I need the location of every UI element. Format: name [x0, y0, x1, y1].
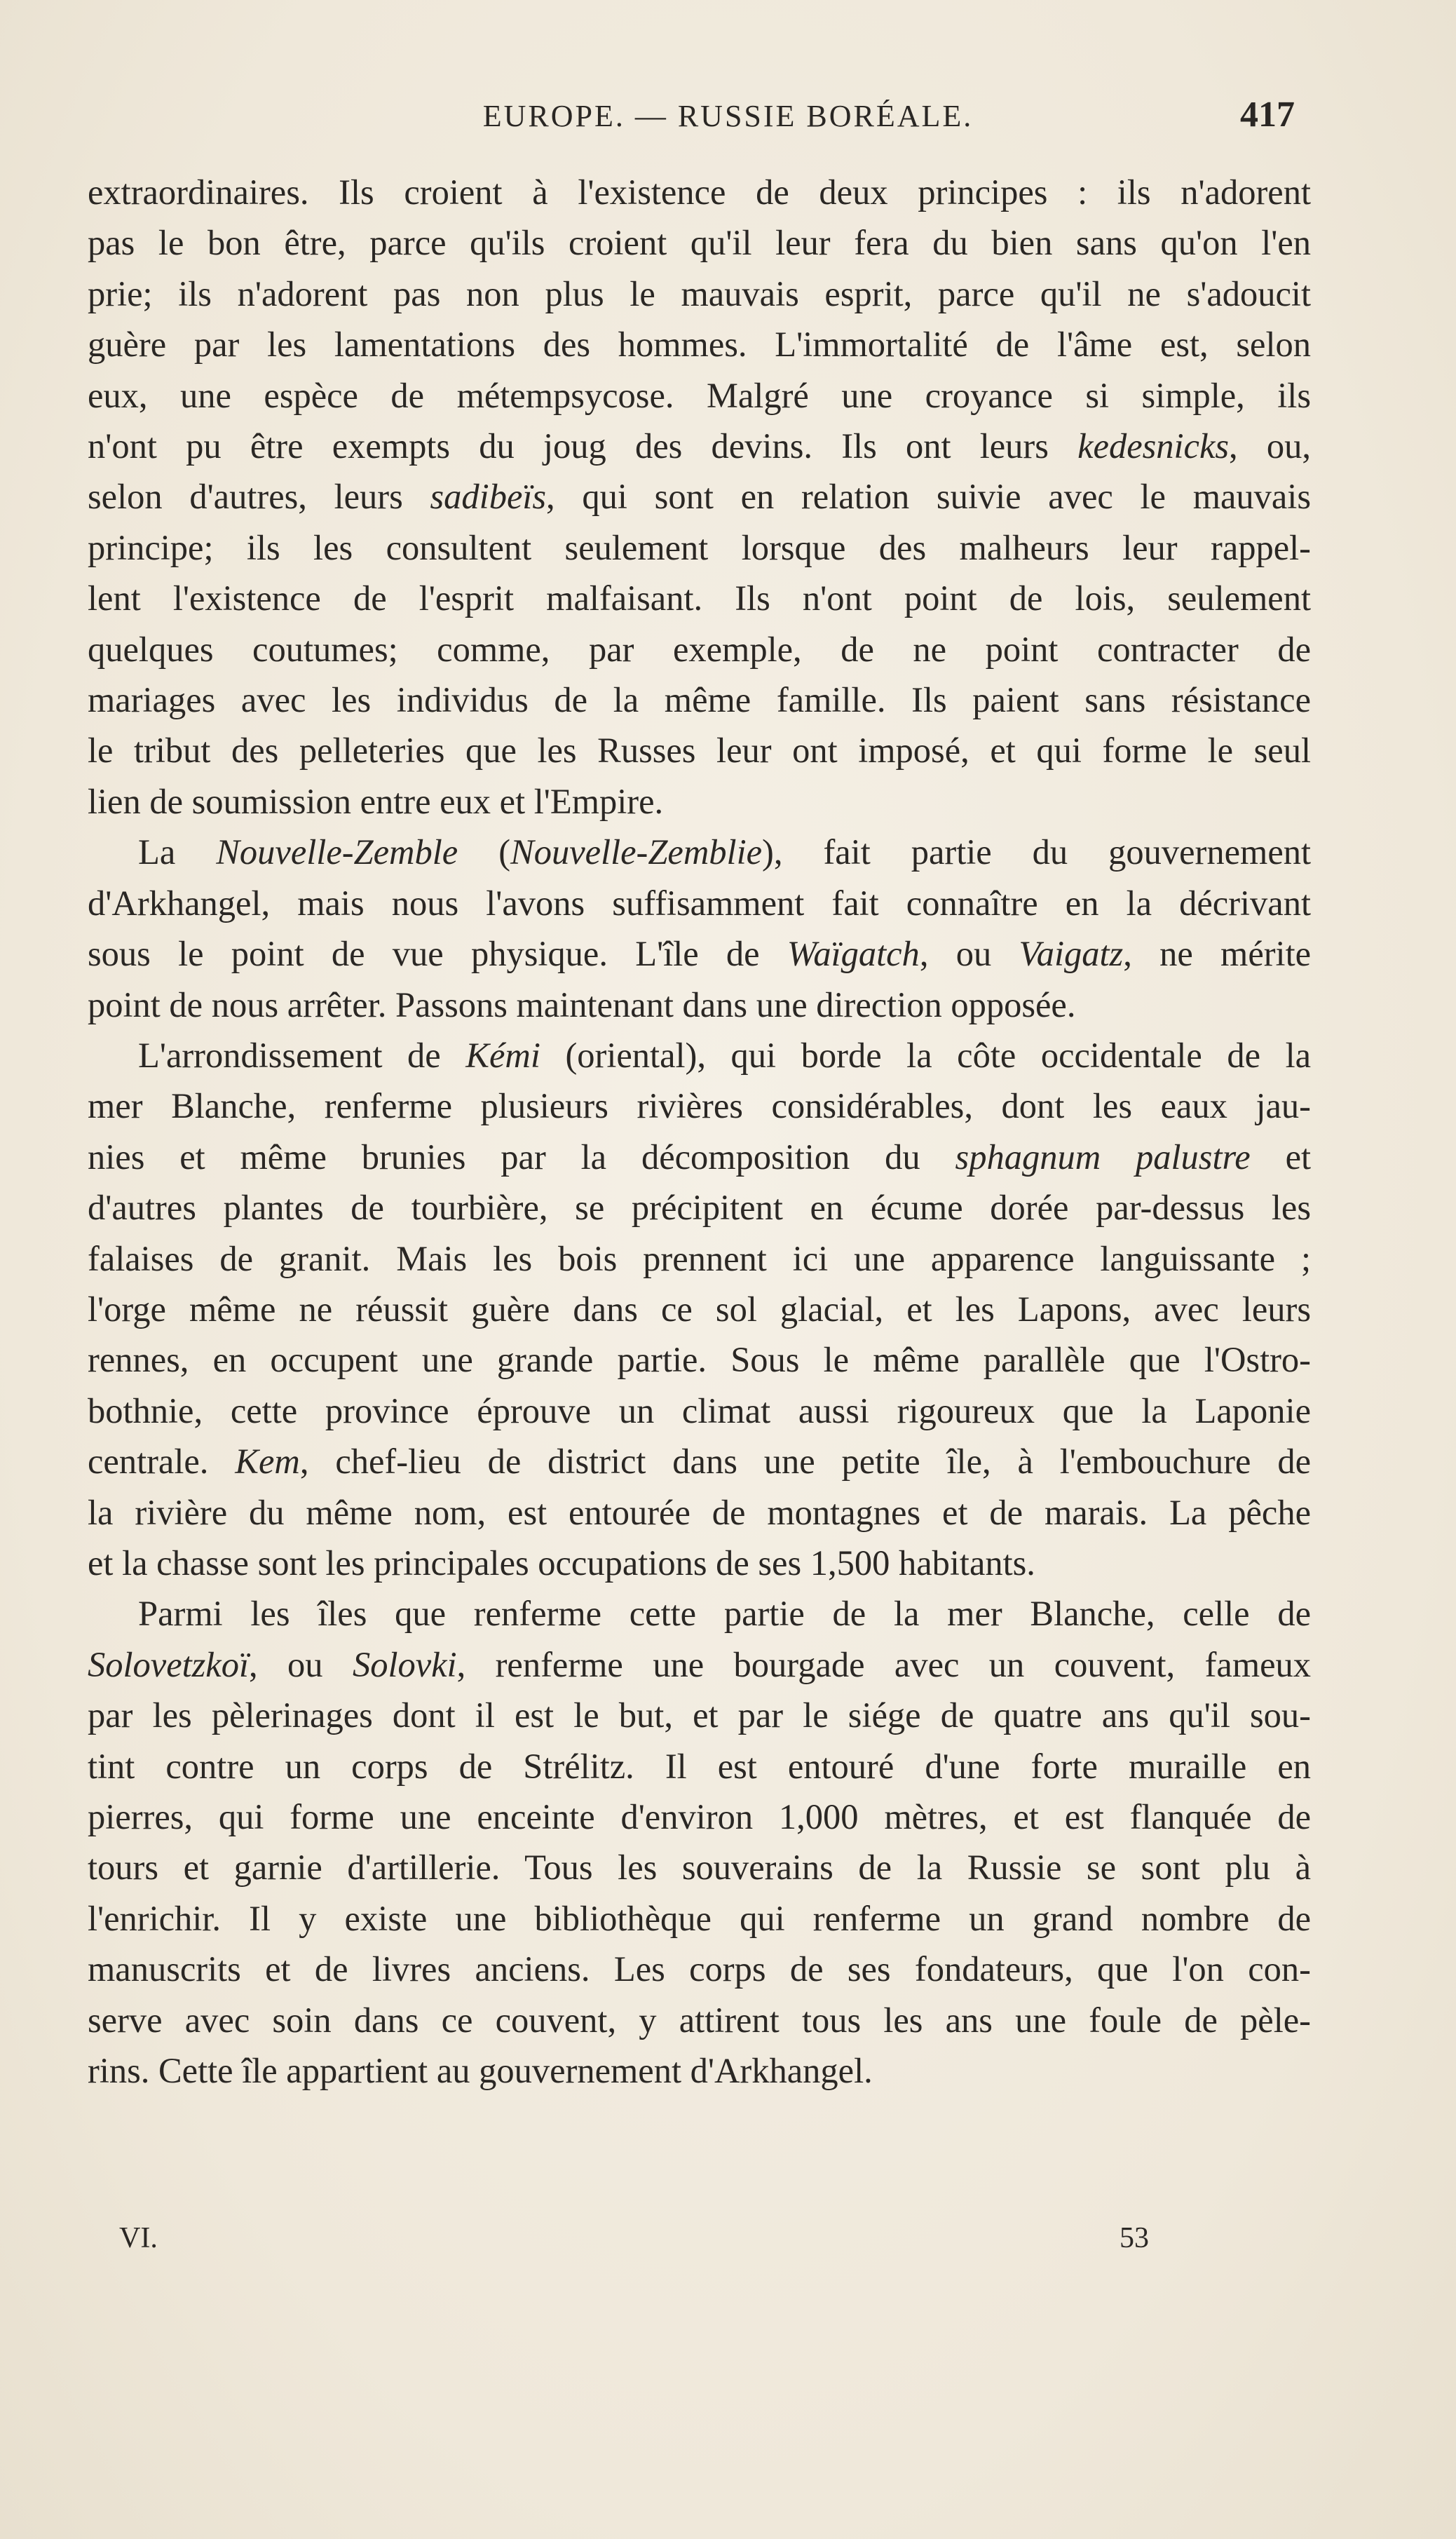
- text-line: sous le point de vue physique. L'île de Waïgatch, ou Vaigatz, ne mérite: [88, 934, 1312, 974]
- text-line: serve avec soin dans ce couvent, y attirent tous les ans une foule de pèle-: [88, 2000, 1311, 2040]
- text-line: tours et garnie d'artillerie. Tous les souverains de la Russie se sont plu à: [88, 1848, 1311, 1888]
- page-header: [0, 95, 1456, 147]
- italic-term: Nouvelle-Zemble: [216, 832, 458, 872]
- text-line: l'enrichir. Il y existe une bibliothèque qui renferme un grand nombre de: [88, 1898, 1311, 1938]
- page-number: 417: [1240, 95, 1295, 135]
- text-line: centrale. Kem, chef-lieu de district dans une petite île, à l'embouchure de: [88, 1442, 1311, 1482]
- text-line: tint contre un corps de Strélitz. Il est entouré d'une forte muraille en: [88, 1746, 1311, 1786]
- text-line: selon d'autres, leurs sadibeïs, qui sont en relation suivie avec le mauvais: [88, 477, 1311, 517]
- italic-term: Nouvelle-Zemblie: [510, 832, 763, 872]
- text-line: lien de soumission entre eux et l'Empire.: [88, 781, 664, 821]
- italic-term: Waïgatch: [787, 934, 920, 974]
- text-line: lent l'existence de l'esprit malfaisant. Ils n'ont point de lois, seulement: [88, 578, 1311, 618]
- text-line: extraordinaires. Ils croient à l'existence de deux principes : ils n'adorent: [88, 172, 1311, 212]
- text-line: d'Arkhangel, mais nous l'avons suffisamment fait connaître en la décrivant: [88, 883, 1311, 923]
- text-line: eux, une espèce de métempsycose. Malgré une croyance si simple, ils: [88, 375, 1311, 415]
- text-line: bothnie, cette province éprouve un climat aussi rigoureux que la Laponie: [88, 1390, 1311, 1430]
- text-line: mer Blanche, renferme plusieurs rivières considérables, dont les eaux jau-: [88, 1086, 1311, 1126]
- running-head: EUROPE. — RUSSIE BORÉALE.: [482, 99, 974, 133]
- text-line: rennes, en occupent une grande partie. Sous le même parallèle que l'Ostro-: [88, 1340, 1311, 1380]
- text-line: nies et même brunies par la décomposition du sphagnum palustre et: [88, 1137, 1312, 1177]
- text-line: guère par les lamentations des hommes. L'immortalité de l'âme est, selon: [88, 325, 1311, 365]
- text-line: pierres, qui forme une enceinte d'environ 1,000 mètres, et est flanquée de: [88, 1797, 1311, 1836]
- text-line: le tribut des pelleteries que les Russes leur ont imposé, et qui forme le seul: [88, 731, 1311, 771]
- text-line: et la chasse sont les principales occupations de ses 1,500 habitants.: [88, 1543, 1035, 1583]
- signature-mark: VI.: [119, 2222, 158, 2254]
- text-line: La Nouvelle-Zemble (Nouvelle-Zemblie), fait partie du gouvernement: [138, 832, 1312, 872]
- text-line: principe; ils les consultent seulement lorsque des malheurs leur rappel-: [88, 527, 1311, 567]
- text-line: pas le bon être, parce qu'ils croient qu'il leur fera du bien sans qu'on l'en: [88, 223, 1311, 263]
- body-text: [88, 167, 1311, 2096]
- text-line: par les pèlerinages dont il est le but, et par le siége de quatre ans qu'il sou-: [88, 1695, 1311, 1735]
- text-line: falaises de granit. Mais les bois prennent ici une apparence languissante ;: [88, 1238, 1311, 1278]
- sheet-number: 53: [1120, 2222, 1149, 2254]
- italic-term: Solovki: [352, 1644, 457, 1684]
- text-line: l'orge même ne réussit guère dans ce sol glacial, et les Lapons, avec leurs: [88, 1289, 1311, 1329]
- italic-term: kedesnicks: [1077, 426, 1230, 466]
- text-line: Parmi les îles que renferme cette partie de la mer Blanche, celle de: [138, 1594, 1311, 1634]
- text-line: manuscrits et de livres anciens. Les corps de ses fondateurs, que l'on con-: [88, 1949, 1311, 1989]
- text-line: point de nous arrêter. Passons maintenant dans une direction opposée.: [88, 984, 1076, 1024]
- text-line: d'autres plantes de tourbière, se précipitent en écume dorée par-dessus les: [88, 1188, 1311, 1228]
- text-line: rins. Cette île appartient au gouvernement d'Arkhangel.: [88, 2051, 873, 2091]
- italic-term: Vaigatz: [1019, 934, 1124, 974]
- italic-term: sadibeïs: [430, 477, 547, 517]
- text-line: Solovetzkoï, ou Solovki, renferme une bourgade avec un couvent, fameux: [88, 1644, 1312, 1684]
- italic-term: sphagnum palustre: [955, 1137, 1251, 1177]
- text-line: mariages avec les individus de la même famille. Ils paient sans résistance: [88, 680, 1311, 720]
- text-line: prie; ils n'adorent pas non plus le mauvais esprit, parce qu'il ne s'adoucit: [88, 273, 1311, 313]
- page-footer: [0, 2221, 1456, 2270]
- italic-term: Kémi: [465, 1035, 540, 1075]
- text-line: n'ont pu être exempts du joug des devins. Ils ont leurs kedesnicks, ou,: [88, 426, 1312, 466]
- italic-term: Solovetzkoï: [88, 1644, 249, 1684]
- italic-term: Kem: [235, 1442, 300, 1482]
- text-line: la rivière du même nom, est entourée de montagnes et de marais. La pêche: [88, 1492, 1311, 1532]
- text-line: quelques coutumes; comme, par exemple, de ne point contracter de: [88, 629, 1311, 669]
- text-line: L'arrondissement de Kémi (oriental), qui borde la côte occidentale de la: [138, 1035, 1312, 1075]
